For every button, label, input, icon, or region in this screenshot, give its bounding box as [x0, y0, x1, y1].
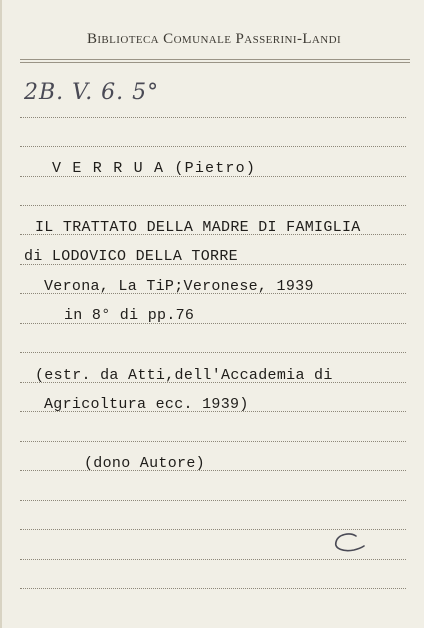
- author-heading: V E R R U A (Pietro): [52, 160, 257, 177]
- imprint-line: Verona, La TiP;Veronese, 1939: [44, 278, 314, 295]
- ruled-line: [20, 117, 406, 118]
- title-line: IL TRATTATO DELLA MADRE DI FAMIGLIA: [35, 219, 361, 236]
- ruled-line: [20, 500, 406, 501]
- library-header: Biblioteca Comunale Passerini-Landi: [86, 31, 342, 47]
- ruled-line: [20, 205, 406, 206]
- ruled-line: [20, 146, 406, 147]
- ruled-line: [20, 559, 406, 560]
- collation-line: in 8° di pp.76: [64, 307, 195, 324]
- ruled-line: [20, 588, 406, 589]
- note-line: Agricoltura ecc. 1939): [44, 396, 249, 413]
- note-line: (estr. da Atti,dell'Accademia di: [35, 367, 333, 384]
- shelfmark: 2B. V. 6. 5°: [24, 80, 160, 105]
- ruled-line: [20, 470, 406, 471]
- ruled-line: [20, 352, 406, 353]
- header-rule-bottom: [20, 62, 410, 63]
- header-rule-top: [20, 59, 410, 60]
- ruled-line: [20, 441, 406, 442]
- title-line: di LODOVICO DELLA TORRE: [24, 248, 238, 265]
- handwritten-mark-c: [332, 530, 368, 556]
- provenance-line: (dono Autore): [84, 455, 205, 472]
